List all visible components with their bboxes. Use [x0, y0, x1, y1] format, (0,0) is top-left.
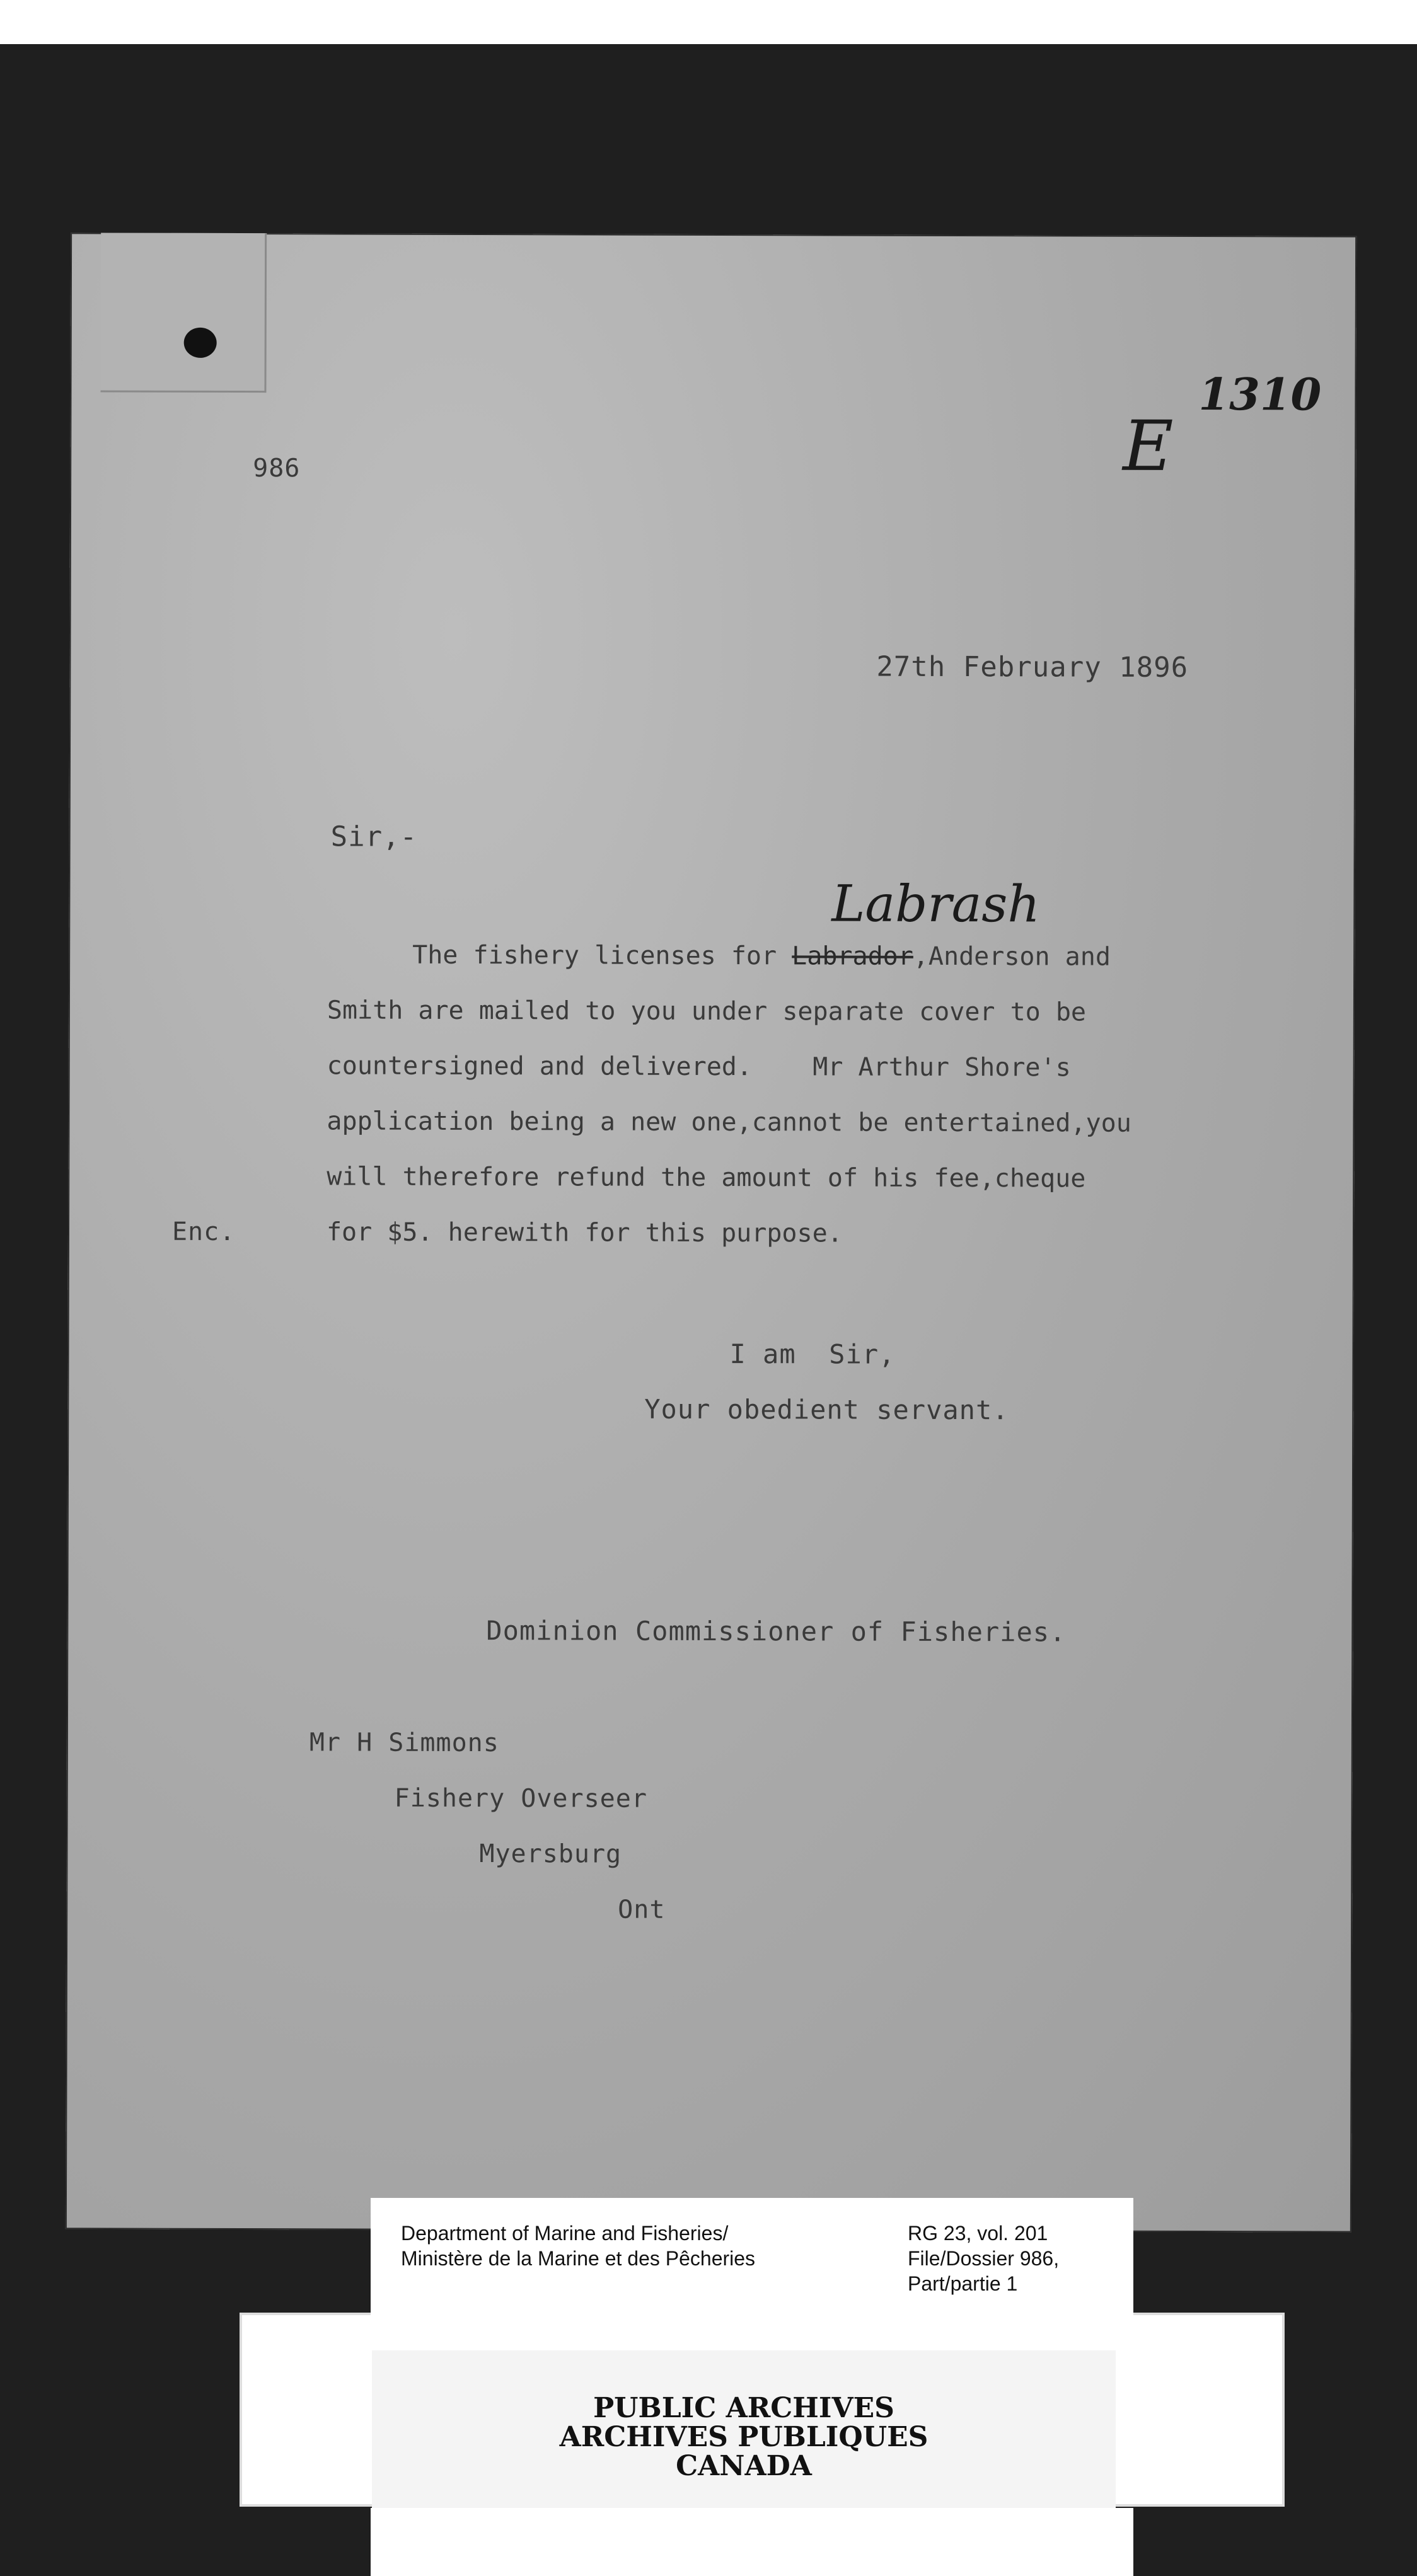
letter-date: 27th February 1896: [876, 650, 1189, 684]
stamp-line-1: PUBLIC ARCHIVES: [593, 2392, 894, 2424]
file-number: 986: [253, 454, 301, 483]
label-dept-fr: Ministère de la Marine et des Pêcheries: [401, 2247, 756, 2270]
closing-line-1: I am Sir,: [729, 1338, 896, 1370]
label-ref-volume: RG 23, vol. 201: [908, 2222, 1048, 2245]
body-line-1: [412, 941, 1111, 972]
label-ref-part: Part/partie 1: [908, 2272, 1018, 2295]
enclosure-note: Enc.: [171, 1217, 236, 1247]
body-line-1-prefix: The fishery licenses for: [412, 940, 792, 971]
address-title: Fishery Overseer: [394, 1783, 648, 1814]
closing-line-2: Your obedient servant.: [644, 1393, 1009, 1426]
scan-frame: [0, 44, 1417, 2576]
stamp-line-2: ARCHIVES PUBLIQUES: [559, 2421, 928, 2453]
address-name: Mr H Simmons: [309, 1728, 499, 1758]
struck-word: Labrador: [792, 941, 913, 971]
address-place: Myersburg: [479, 1839, 622, 1869]
folded-corner: [100, 233, 267, 393]
body-line-3: countersigned and delivered. Mr Arthur Shore's: [327, 1051, 1071, 1083]
bottom-label-strip: [371, 2508, 1133, 2576]
body-line-4: application being a new one,cannot be entertained,you: [327, 1107, 1131, 1138]
body-line-6: for $5. herewith for this purpose.: [326, 1217, 843, 1248]
handwritten-correction: Labrash: [831, 874, 1041, 934]
body-line-2: Smith are mailed to you under separate cover to be: [327, 996, 1087, 1027]
marginal-letter: E: [1123, 405, 1174, 486]
stamp-line-3: CANADA: [676, 2450, 812, 2482]
body-line-5: will therefore refund the amount of his fee,cheque: [327, 1162, 1086, 1193]
salutation: Sir,-: [330, 820, 418, 853]
label-dept-en: Department of Marine and Fisheries/: [401, 2222, 729, 2245]
letter-page: [66, 233, 1356, 2232]
label-ref-file: File/Dossier 986,: [908, 2247, 1060, 2270]
address-province: Ont: [618, 1895, 666, 1924]
folio-mark: 1310: [1198, 368, 1322, 421]
body-line-1-suffix: ,Anderson and: [913, 941, 1111, 972]
punch-hole: [184, 328, 217, 358]
archive-reference-label: [371, 2198, 1133, 2316]
signature-title: Dominion Commissioner of Fisheries.: [486, 1615, 1067, 1648]
